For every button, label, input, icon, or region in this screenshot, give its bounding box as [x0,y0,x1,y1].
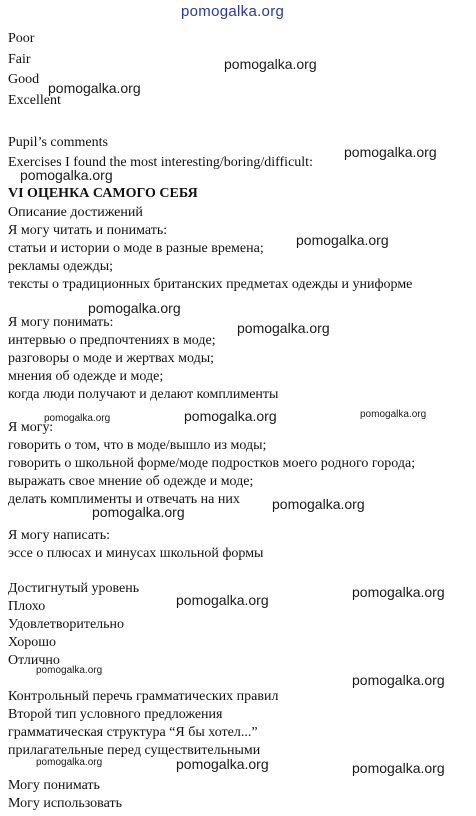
achievements-description: Описание достижений [8,205,143,220]
watermark: pomogalka.org [272,496,365,512]
can-title: Я могу: [8,420,54,435]
watermark: pomogalka.org [352,760,445,776]
read-item: рекламы одежды; [8,259,114,274]
understand-item: интервью о предпочтениях в моде; [8,333,216,348]
can-item: говорить о школьной форме/моде подростков моего родного города; [8,456,416,471]
grammar-item: Второй тип условного предложения [8,707,223,722]
watermark: pomogalka.org [296,232,389,248]
watermark: pomogalka.org [176,756,269,772]
self-assessment-heading: VI ОЦЕНКА САМОГО СЕБЯ [8,186,198,201]
watermark: pomogalka.org [36,757,103,768]
footer-understand: Могу понимать [8,778,100,793]
level-item: Хорошо [8,635,57,650]
grammar-title: Контрольный перечь грамматических правил [8,689,279,704]
achieved-level-title: Достигнутый уровень [8,581,140,596]
watermark: pomogalka.org [184,408,277,424]
rating-fair: Fair [8,52,31,67]
level-item: Удовлетворительно [8,617,125,632]
watermark: pomogalka.org [360,409,427,420]
watermark: pomogalka.org [352,584,445,600]
watermark: pomogalka.org [176,592,269,608]
level-item: Плохо [8,599,46,614]
grammar-item: прилагательные перед существительными [8,743,261,758]
rating-excellent: Excellent [8,93,61,108]
read-item: тексты о традиционных британских предметах одежды и униформе [8,277,413,292]
write-title: Я могу написать: [8,528,111,543]
understand-item: когда люди получают и делают комплименты [8,387,279,402]
watermark: pomogalka.org [237,320,330,336]
rating-good: Good [8,72,40,87]
can-item: говорить о том, что в моде/вышло из моды; [8,438,267,453]
watermark: pomogalka.org [88,300,181,316]
read-title: Я могу читать и понимать: [8,223,168,238]
watermark: pomogalka.org [224,56,317,72]
watermark: pomogalka.org [36,665,103,676]
read-item: статьи и истории о моде в разные времена; [8,241,264,256]
watermark: pomogalka.org [48,80,141,96]
write-item: эссе о плюсах и минусах школьной формы [8,546,264,561]
understand-item: разговоры о моде и жертвах моды; [8,351,214,366]
watermark: pomogalka.org [44,413,111,424]
watermark: pomogalka.org [344,144,437,160]
pupil-comments-title: Pupil’s comments [8,135,108,150]
watermark: pomogalka.org [92,504,185,520]
header-watermark: pomogalka.org [181,3,285,20]
exercises-comment-line: Exercises I found the most interesting/boring/difficult: [8,155,313,170]
rating-poor: Poor [8,31,35,46]
watermark: pomogalka.org [20,167,113,183]
understand-item: мнения об одежде и моде; [8,369,164,384]
watermark: pomogalka.org [352,672,445,688]
level-item: Отлично [8,653,60,668]
can-item: выражать свое мнение об одежде и моде; [8,474,254,489]
understand-title: Я могу понимать: [8,315,114,330]
grammar-item: грамматическая структура “Я бы хотел...” [8,725,258,740]
footer-use: Могу использовать [8,796,122,811]
can-item: делать комплименты и отвечать на них [8,492,240,507]
